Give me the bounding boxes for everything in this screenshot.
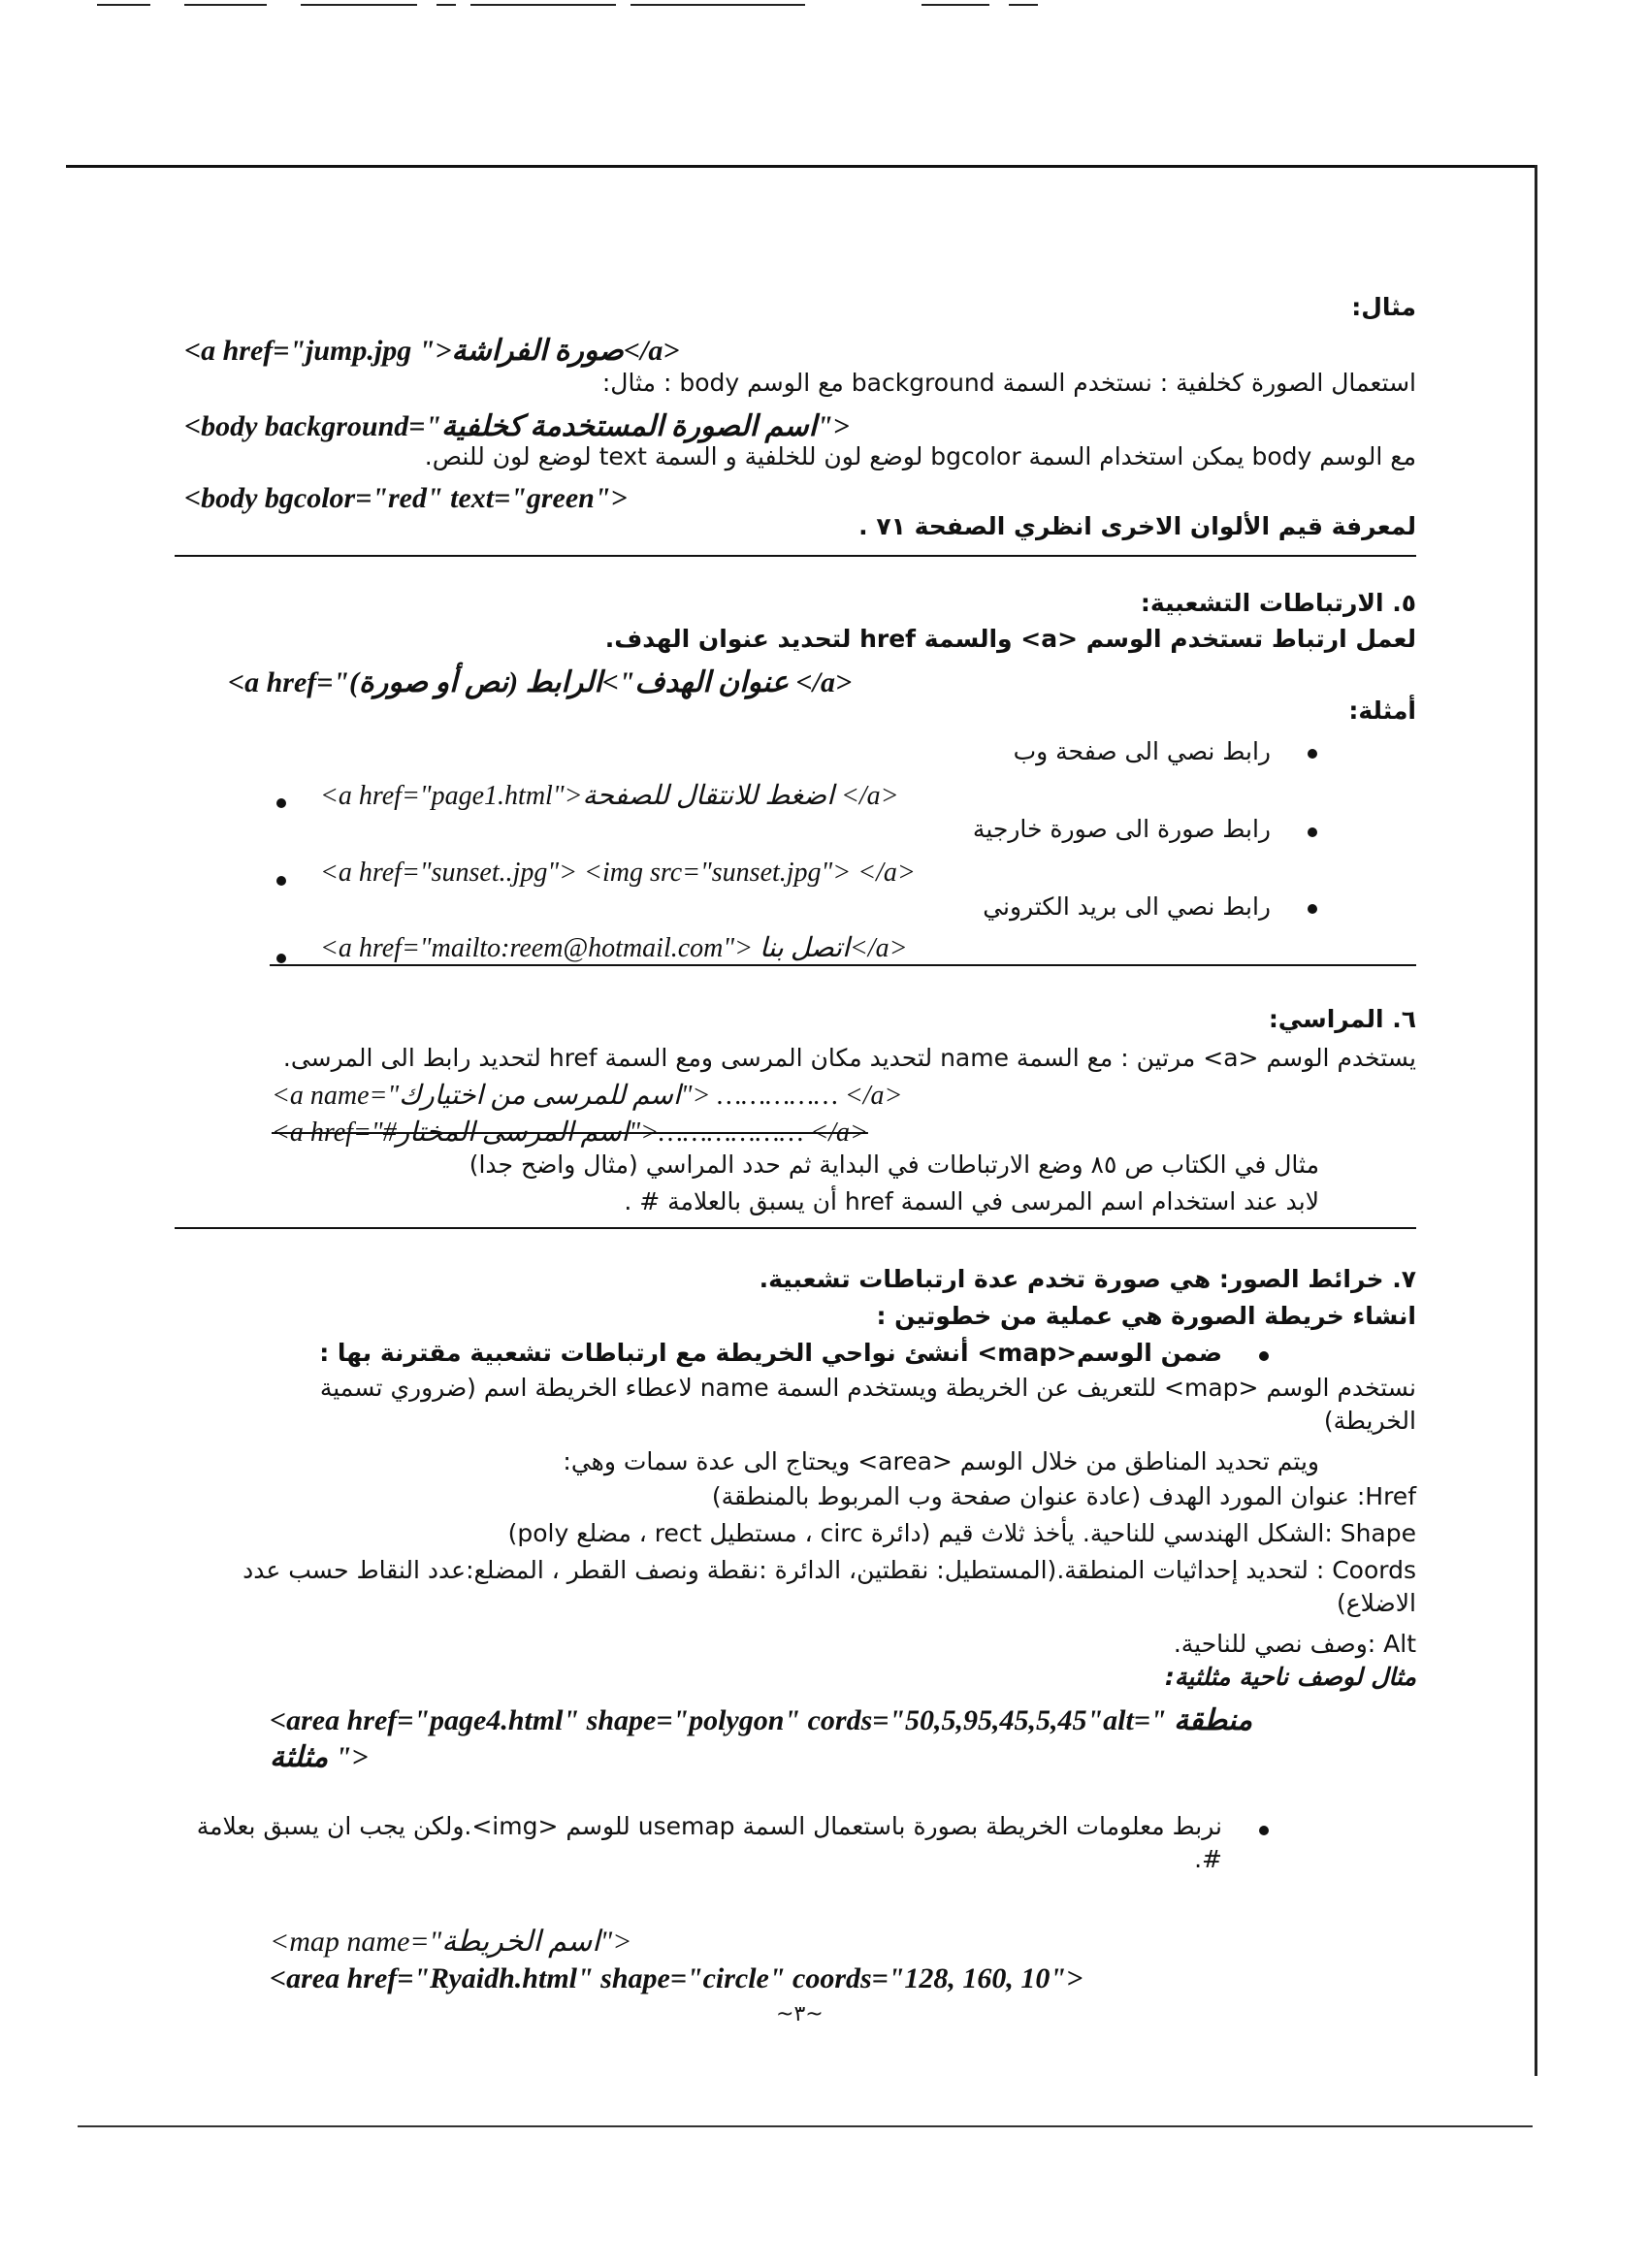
section-divider [175,1227,1416,1229]
imagemaps-step-one: ضمن الوسم<map> أنشئ نواحي الخريطة مع ارتباطات تشعبية مقترنة بها : [319,1339,1222,1367]
anchors-heading: ٦. المراسي: [1268,1005,1416,1033]
imagemaps-heading: ٧. خرائط الصور: هي صورة تخدم عدة ارتباطات تشعبية. [759,1265,1416,1293]
bullet [276,798,286,808]
scan-mark [97,4,150,6]
area-code-line: <area href="page4.html" shape="polygon" cords="50,5,95,45,5,45"alt=" منطقة [270,1704,1253,1736]
scan-mark [184,4,267,6]
colors-note: لمعرفة قيم الألوان الاخرى انظري الصفحة ٧١ . [858,512,1416,540]
link-example-code: <a href="sunset..jpg"> <img src="sunset.jpg"> </a> [320,858,916,888]
coords-attr-description: Coords : لتحديد إحداثيات المنطقة.(المستطيل: نقطتين، الدائرة :نقطة ونصف القطر ، المضلع:عدد النقاط حسب عدد الاضلاع) [242,1556,1416,1617]
page-number: ~٣~ [776,2002,824,2026]
code-line-body-background: <body background="اسم الصورة المستخدمة كخلفية"> [184,410,850,442]
links-heading: ٥. الارتباطات التشعبية: [1140,589,1416,617]
bullet [1308,749,1317,759]
link-example-label: رابط نصي الى بريد الكتروني [983,892,1271,921]
code-line-jump: <a href="jump.jpg ">صورة الفراشة</a> [184,335,680,367]
scan-mark [630,4,805,6]
map-code-line: <map name="اسم الخريطة"> [270,1926,632,1958]
page-frame-right [1535,165,1537,2076]
bullet [1308,827,1317,837]
anchors-intro: يستخدم الوسم <a> مرتين : مع السمة name لتحديد مكان المرسى ومع السمة href لتحديد رابط الى المرسى. [282,1044,1416,1072]
link-example-label: رابط صورة الى صورة خارجية [972,815,1271,843]
page-frame-bottom [78,2125,1533,2127]
triangle-example-label: مثال لوصف ناحية مثلثية: [1164,1663,1416,1691]
links-syntax: <a href="عنوان الهدف">الرابط (نص أو صورة) </a> [228,666,853,698]
page-frame-top [66,165,1536,168]
bullet [1259,1826,1269,1835]
alt-attr-description: Alt :وصف نصي للناحية. [1173,1630,1416,1658]
anchors-note-hash: لابد عند استخدام اسم المرسى في السمة href أن يسبق بالعلامة # . [624,1187,1319,1215]
bullet [276,876,286,886]
link-example-code: <a href="page1.html">اضغط للانتقال للصفحة </a> [320,781,899,811]
bullet [1259,1351,1269,1361]
anchors-note-book: مثال في الكتاب ص ٨٥ وضع الارتباطات في البداية ثم حدد المراسي (مثال واضح جدا) [469,1150,1319,1179]
scan-mark [301,4,417,6]
bullet [276,954,286,963]
section-divider [175,555,1416,557]
scan-mark [470,4,616,6]
area-code-line-continued: مثلثة "> [270,1741,369,1773]
bullet [1308,904,1317,914]
area-tag-description: ويتم تحديد المناطق من خلال الوسم <area> ويحتاج الى عدة سمات وهي: [563,1447,1319,1475]
example-heading: مثال: [1351,293,1416,321]
imagemaps-steps: انشاء خريطة الصورة هي عملية من خطوتين : [876,1302,1416,1330]
scan-mark [1009,4,1038,6]
anchor-href-code: <a href="#اسم المرسى المختار">……………… </a> [272,1118,868,1148]
map-tag-description: نستخدم الوسم <map> للتعريف عن الخريطة ويستخدم السمة name لاعطاء الخريطة اسم (ضروري تسمية الخريطة) [319,1374,1416,1435]
link-example-code: <a href="mailto:reem@hotmail.com"> اتصل بنا</a> [320,933,908,963]
scan-mark [436,4,456,6]
background-text: استعمال الصورة كخلفية : نستخدم السمة background مع الوسم body : مثال: [601,369,1416,397]
usemap-description: نربط معلومات الخريطة بصورة باستعمال السمة usemap للوسم <img>.ولكن يجب ان يسبق بعلامة #. [196,1812,1222,1873]
examples-label: أمثلة: [1348,697,1416,725]
code-line-body-bgcolor: <body bgcolor="red" text="green"> [184,482,628,514]
links-intro: لعمل ارتباط تستخدم الوسم <a> والسمة href لتحديد عنوان الهدف. [604,625,1416,653]
map-area-code-line: <area href="Ryaidh.html" shape="circle" coords="128, 160, 10"> [270,1962,1083,1994]
anchor-name-code: <a name="اسم للمرسى من اختيارك"> …………… </a> [272,1081,903,1111]
bgcolor-text: مع الوسم body يمكن استخدام السمة bgcolor لوضع لون للخلفية و السمة text لوضع لون للنص. [424,442,1416,470]
link-example-label: رابط نصي الى صفحة وب [1013,737,1271,765]
section-divider [270,964,1416,966]
shape-attr-description: Shape :الشكل الهندسي للناحية. يأخذ ثلاث قيم (دائرة circ ، مستطيل rect ، مضلع poly) [507,1519,1416,1547]
scan-mark [922,4,989,6]
href-attr-description: Href: عنوان المورد الهدف (عادة عنوان صفحة وب المربوط بالمنطقة) [711,1482,1416,1510]
